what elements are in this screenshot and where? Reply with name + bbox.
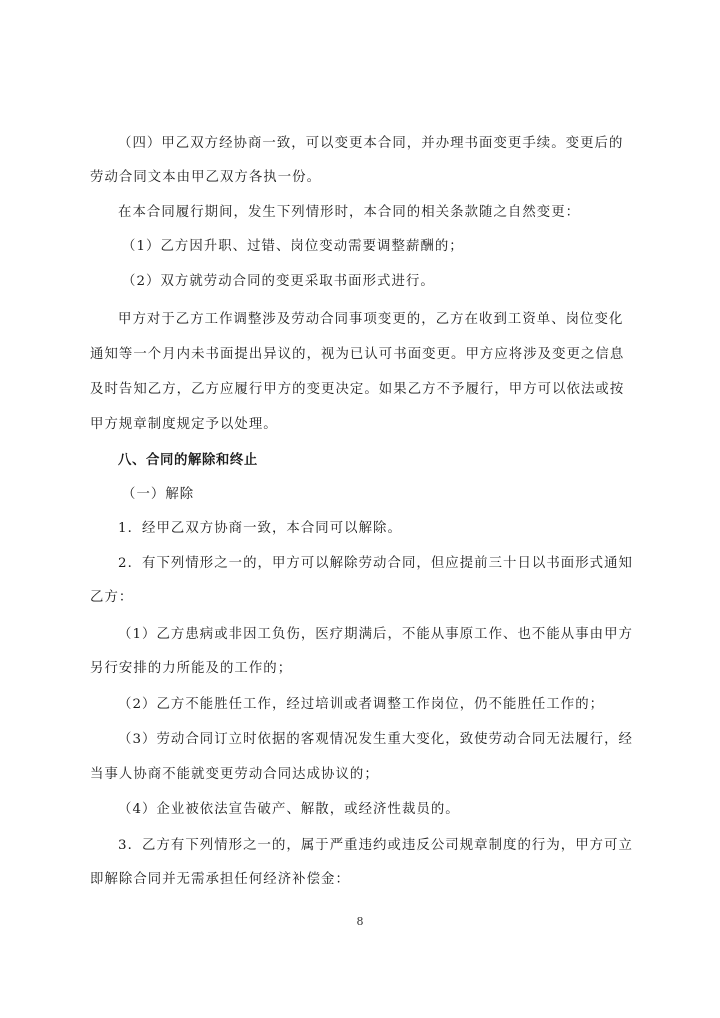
list-item: （2）乙方不能胜任工作，经过培训或者调整工作岗位，仍不能胜任工作的； [118, 697, 605, 712]
paragraph-line: 另行安排的力所能及的工作的； [90, 661, 293, 676]
paragraph-line: 甲方规章制度规定予以处理。 [90, 417, 278, 432]
subsection-heading: （一）解除 [122, 487, 195, 502]
list-item: （2）双方就劳动合同的变更采取书面形式进行。 [122, 274, 435, 289]
list-item: （3）劳动合同订立时依据的客观情况发生重大变化，致使劳动合同无法履行，经 [118, 732, 633, 747]
paragraph-line: （四）甲乙双方经协商一致，可以变更本合同，并办理书面变更手续。变更后的 [118, 136, 624, 151]
paragraph-line: 即解除合同并无需承担任何经济补偿金： [90, 872, 350, 887]
list-item: （1）乙方患病或非因工负伤，医疗期满后，不能从事原工作、也不能从事由甲方 [118, 627, 633, 642]
list-item: 2．有下列情形之一的，甲方可以解除劳动合同，但应提前三十日以书面形式通知 [118, 556, 633, 571]
page-number: 8 [356, 915, 364, 928]
paragraph-line: 甲方对于乙方工作调整涉及劳动合同事项变更的，乙方在收到工资单、岗位变化 [118, 312, 624, 327]
paragraph-line: 乙方： [90, 590, 134, 605]
list-item: 3．乙方有下列情形之一的，属于严重违约或违反公司规章制度的行为，甲方可立 [118, 838, 633, 853]
section-heading: 八、合同的解除和终止 [118, 453, 258, 468]
list-item: （4）企业被依法宣告破产、解散，或经济性裁员的。 [118, 802, 460, 817]
paragraph-line: 劳动合同文本由甲乙双方各执一份。 [90, 170, 322, 185]
paragraph-line: 在本合同履行期间，发生下列情形时，本合同的相关条款随之自然变更： [118, 205, 581, 220]
list-item: 1．经甲乙双方协商一致，本合同可以解除。 [118, 521, 402, 536]
paragraph-line: 及时告知乙方，乙方应履行甲方的变更决定。如果乙方不予履行，甲方可以依法或按 [90, 382, 625, 397]
paragraph-line: 通知等一个月内未书面提出异议的，视为已认可书面变更。甲方应将涉及变更之信息 [90, 347, 625, 362]
paragraph-line: 当事人协商不能就变更劳动合同达成协议的； [90, 767, 379, 782]
list-item: （1）乙方因升职、过错、岗位变动需要调整薪酬的； [122, 239, 464, 254]
